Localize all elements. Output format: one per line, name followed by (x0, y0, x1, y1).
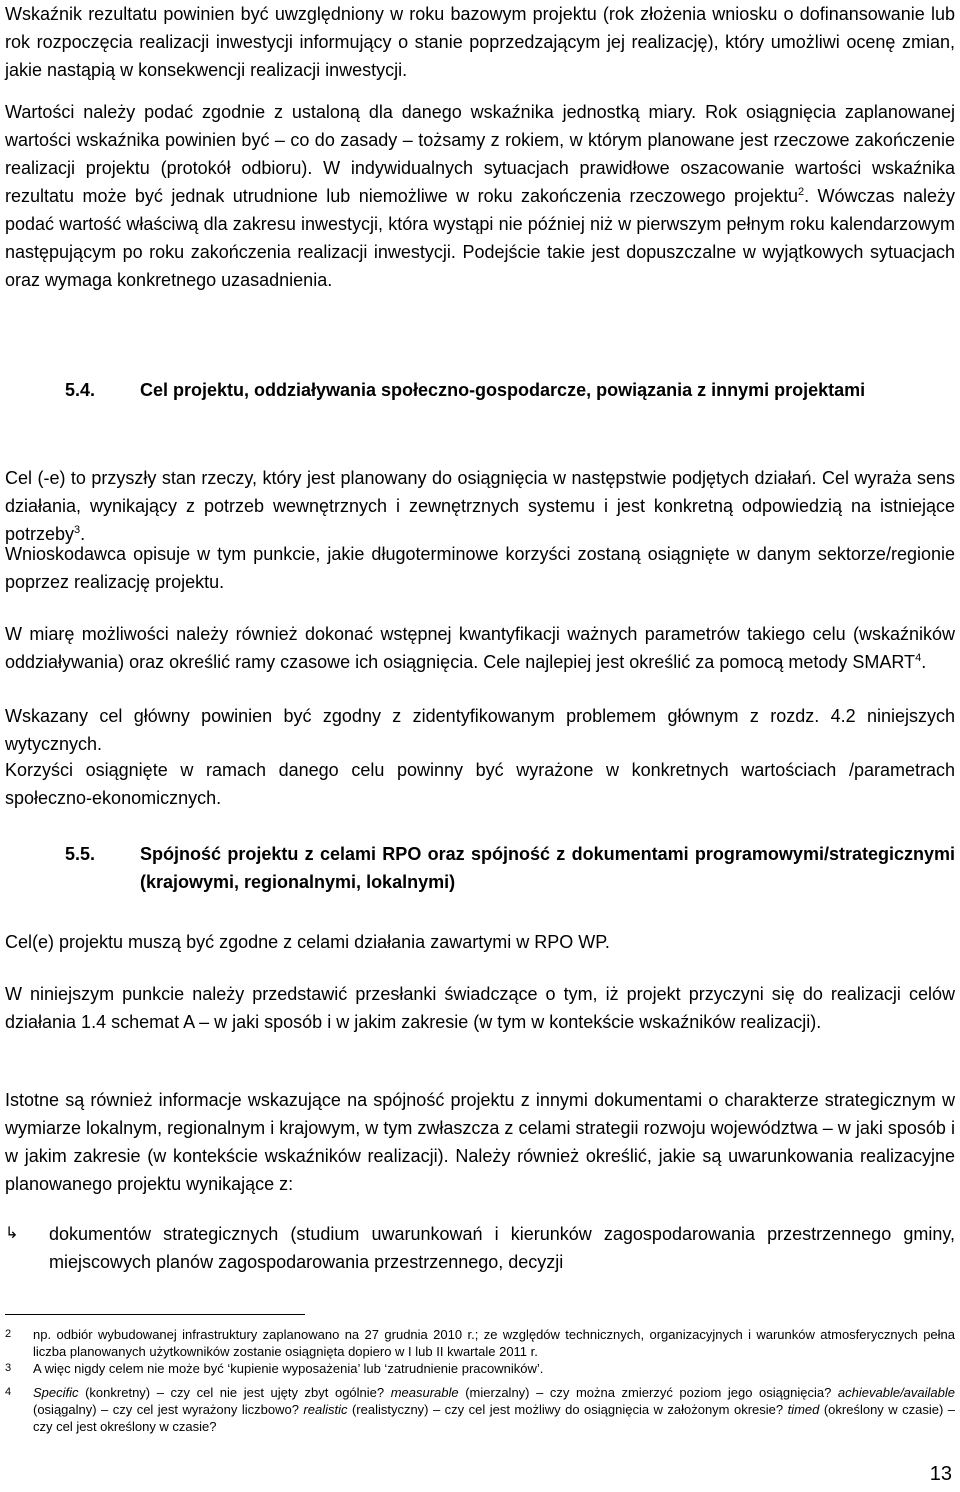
bullet-list-item: ↳ dokumentów strategicznych (studium uwarunkowań i kierunków zagospodarowania przestrzennego gminy, miejscowych planów zagospodarowania przestrzennego, decyzji (5, 1220, 955, 1276)
footnote-4: 4 Specific (konkretny) – czy cel nie jest ujęty zbyt ogólnie? measurable (mierzalny) – czy można zmierzyć poziom jego osiągnięcia? achievable/available (osiągalny) – czy cel jest wyrażony liczbowo? realistic (realistyczny) – czy cel jest możliwy do osiągnięcia w założonym okresie? timed (określony w czasie) – czy cel jest określony w czasie? (5, 1385, 955, 1434)
footnote-2: 2 np. odbiór wybudowanej infrastruktury zaplanowano na 27 grudnia 2010 r.; ze względów technicznych, organizacyjnych i warunków atmosferycznych pełna liczba planowanych użytkowników zostanie osiągnięta dopiero w I lub II kwartale 2011 r. (5, 1327, 955, 1359)
footnote-separator (5, 1314, 305, 1315)
paragraph-goal-definition: Cel (-e) to przyszły stan rzeczy, który jest planowany do osiągnięcia w następstwie podjętych działań. Cel wyraża sens działania, wynikający z potrzeb wewnętrznych i zewnętrznych systemu i jest konkretną odpowiedzią na istniejące potrzeby$^3$. (5, 468, 955, 544)
section-heading-5-5 (65, 840, 955, 896)
footnote-3: 3 A więc nigdy celem nie może być ‘kupienie wyposażenia’ lub ‘zatrudnienie pracowników’. (5, 1361, 544, 1376)
paragraph-quantification: W miarę możliwości należy również dokonać wstępnej kwantyfikacji ważnych parametrów takiego celu (wskaźników oddziaływania) oraz określić ramy czasowe ich osiągnięcia. Cele najlepiej jest określić za pomocą metody SMART$^4$. (5, 624, 955, 672)
paragraph-strategic-consistency: Istotne są również informacje wskazujące na spójność projektu z innymi dokumentami o charakterze strategicznym w wymiarze lokalnym, regionalnym i krajowym, w tym zwłaszcza z celami strategii rozwoju województwa – w jaki sposób i w jakim zakresie (w kontekście wskaźników realizacji). Należy również określić, jakie są uwarunkowania realizacyjne planowanego projektu wynikające z: (5, 1090, 955, 1194)
paragraph-baseline-year: Wskaźnik rezultatu powinien być uwzględniony w roku bazowym projektu (rok złożenia wniosku o dofinansowanie lub rok rozpoczęcia realizacji inwestycji informujący o stanie poprzedzającym jej realizację), który umożliwi ocenę zmian, jakie nastąpią w konsekwencji realizacji inwestycji. (5, 4, 955, 80)
section-heading-5-4 (65, 376, 955, 404)
arrow-icon: ↳ (5, 1225, 19, 1242)
paragraph-main-goal: Wskazany cel główny powinien być zgodny z zidentyfikowanym problemem głównym z rozdz. 4.2 niniejszych wytycznych. (5, 706, 955, 754)
paragraph-rpo-goals: Cel(e) projektu muszą być zgodne z celami działania zawartymi w RPO WP. (5, 932, 610, 952)
section-title: Cel projektu, oddziaływania społeczno-gospodarcze, powiązania z innymi projektami (140, 380, 866, 400)
paragraph-benefits-values: Korzyści osiągnięte w ramach danego celu powinny być wyrażone w konkretnych wartościach /parametrach społeczno-ekonomicznych. (5, 760, 955, 808)
footnote-ref-2[interactable]: 2 (798, 186, 805, 198)
section-number: 5.4. (65, 380, 96, 400)
paragraph-action-1-4: W niniejszym punkcie należy przedstawić przesłanki świadczące o tym, iż projekt przyczyni się do realizacji celów działania 1.4 schemat A – w jaki sposób i w jakim zakresie (w tym w kontekście wskaźników realizacji). (5, 984, 955, 1032)
paragraph-long-term-benefits: Wnioskodawca opisuje w tym punkcie, jakie długoterminowe korzyści zostaną osiągnięte w danym sektorze/regionie poprzez realizację projektu. (5, 544, 955, 592)
footnote-ref-4[interactable]: 4 (915, 652, 922, 664)
paragraph-values-units: Wartości należy podać zgodnie z ustaloną dla danego wskaźnika jednostką miary. Rok osiągnięcia zaplanowanej wartości wskaźnika powinien być – co do zasady – tożsamy z rokiem, w którym planowane jest rzeczowe zakończenie realizacji projektu (protokół odbioru). W indywidualnych sytuacjach prawidłowe oszacowanie wartości wskaźnika rezultatu może być jednak utrudnione lub niemożliwe w roku zakończenia rzeczowego projektu$^2$. Wówczas należy podać wartość właściwą dla zakresu inwestycji, która wystąpi nie później niż w pierwszym pełnym roku kalendarzowym następującym po roku zakończenia realizacji inwestycji. Podejście takie jest dopuszczalne w wyjątkowych sytuacjach oraz wymaga konkretnego uzasadnienia. (5, 102, 956, 290)
section-number: 5.5. (65, 844, 96, 864)
footnote-ref-3[interactable]: 3 (74, 524, 81, 536)
section-title: Spójność projektu z celami RPO oraz spójność z dokumentami programowymi/strategicznymi (krajowymi, regionalnymi, lokalnymi) (140, 844, 955, 892)
page-number: 13 (929, 1463, 952, 1485)
